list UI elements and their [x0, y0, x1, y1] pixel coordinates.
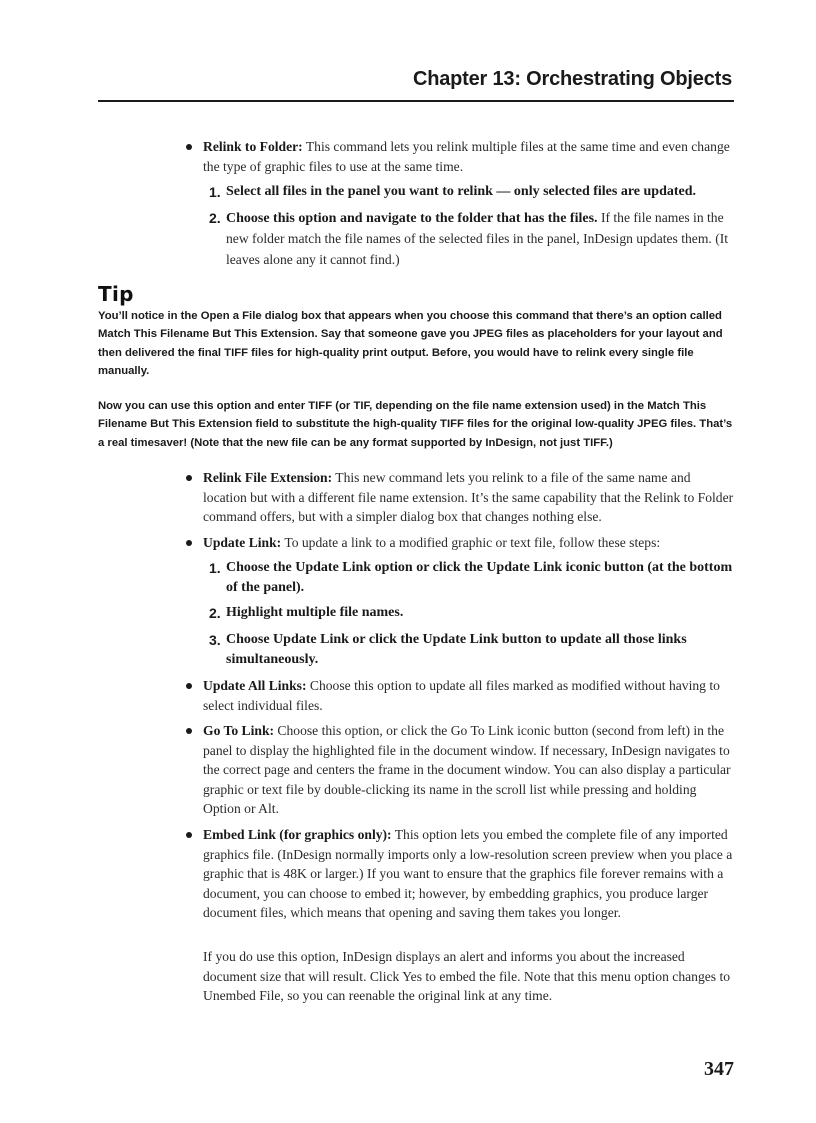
bullet-dot-icon [186, 683, 192, 689]
bullet-term: Relink to Folder: [203, 139, 303, 154]
update-step-2 [209, 603, 736, 623]
bullet-dot-icon [186, 144, 192, 150]
update-step-3 [209, 630, 736, 670]
step-number: 3. [209, 632, 221, 648]
bullet-text: Choose this option to update all files marked as modified without having to select individual files. [203, 678, 720, 713]
bullet-relink-file-extension [203, 468, 735, 527]
bullet-text: This option lets you embed the complete file of any imported graphics file. (InDesign normally imports only a low-resolution screen preview when you place a graphic that is 48K or larger.) If you want to ensure that the graphics file forever remains with a document, you can choose to embed it; however, by embedding graphics, you produce larger document files, which means that opening and saving them takes you longer. [203, 827, 733, 921]
step-instruction: Choose the Update Link option or click the Update Link iconic button (at the bottom of the panel). [226, 560, 733, 595]
chapter-title: Chapter 13: Orchestrating Objects [412, 68, 732, 90]
step-number: 1. [209, 184, 221, 200]
bullet-term: Update All Links: [203, 678, 307, 693]
step-number: 2. [209, 605, 221, 621]
bullet-dot-icon [186, 540, 192, 546]
tip-heading: Tip [98, 282, 134, 306]
bullet-relink-to-folder [203, 137, 735, 176]
embed-followup-paragraph: If you do use this option, InDesign displays an alert and informs you about the increased document size that will result. Click Yes to embed the file. Note that this menu option changes to Unembed File, so you can reenable the original link at any time. [203, 949, 731, 1004]
bullet-text: This command lets you relink multiple files at the same time and even change the type of graphic files to use at the same time. [203, 139, 730, 174]
bullet-text: To update a link to a modified graphic or text file, follow these steps: [281, 535, 661, 550]
bullet-term: Relink File Extension: [203, 470, 333, 485]
bullet-dot-icon [186, 832, 192, 838]
bullet-update-all-links [203, 676, 735, 715]
bullet-term: Update Link: [203, 535, 282, 550]
tip-paragraph-1: You’ll notice in the Open a File dialog box that appears when you choose this command that there’s an option called Match This Filename But This Extension. Say that someone gave you JPEG files as placeholders for your layout and then delivered the final TIFF files for high-quality print output. Before, you would have to relink every single file manually. [98, 310, 723, 378]
relink-step-1 [209, 182, 736, 202]
tip-paragraph-2: Now you can use this option and enter TIFF (or TIF, depending on the file name extension used) in the Match This Filename But This Extension field to substitute the high-quality TIFF files for the original low-quality JPEG files. That’s a real timesaver! (Note that the new file can be any format supported by InDesign, not just TIFF.) [98, 400, 733, 449]
update-step-1 [209, 558, 736, 598]
step-instruction: Choose Update Link or click the Update Link button to update all those links simultaneously. [226, 632, 687, 667]
step-number: 2. [209, 210, 221, 226]
bullet-term: Go To Link: [203, 723, 275, 738]
running-header [98, 64, 734, 102]
step-explanation: If the file names in the new folder match the file names of the selected files in the panel, InDesign updates them. (It leaves alone any it cannot find.) [226, 210, 729, 267]
step-number: 1. [209, 560, 221, 576]
page-number: 347 [704, 1058, 734, 1080]
bullet-dot-icon [186, 728, 192, 734]
step-instruction: Choose this option and navigate to the folder that has the files. [226, 211, 598, 226]
bullet-dot-icon [186, 475, 192, 481]
bullet-embed-link [203, 825, 735, 923]
bullet-go-to-link [203, 721, 735, 819]
step-instruction: Select all files in the panel you want to relink — only selected files are updated. [226, 184, 697, 199]
relink-step-2 [209, 208, 736, 271]
bullet-update-link [203, 533, 735, 553]
bullet-text: This new command lets you relink to a file of the same name and location but with a different file name extension. It’s the same capability that the Relink to Folder command offers, but with a simpler dialog box that changes nothing else. [203, 470, 734, 525]
bullet-term: Embed Link (for graphics only): [203, 827, 392, 842]
step-instruction: Highlight multiple file names. [226, 605, 404, 620]
bullet-text: Choose this option, or click the Go To Link iconic button (second from left) in the panel to display the highlighted file in the document window. If necessary, InDesign navigates to the correct page and centers the frame in the document window. You can also display a particular graphic or text file by double-clicking its name in the scroll list while pressing and holding Option or Alt. [203, 723, 731, 817]
